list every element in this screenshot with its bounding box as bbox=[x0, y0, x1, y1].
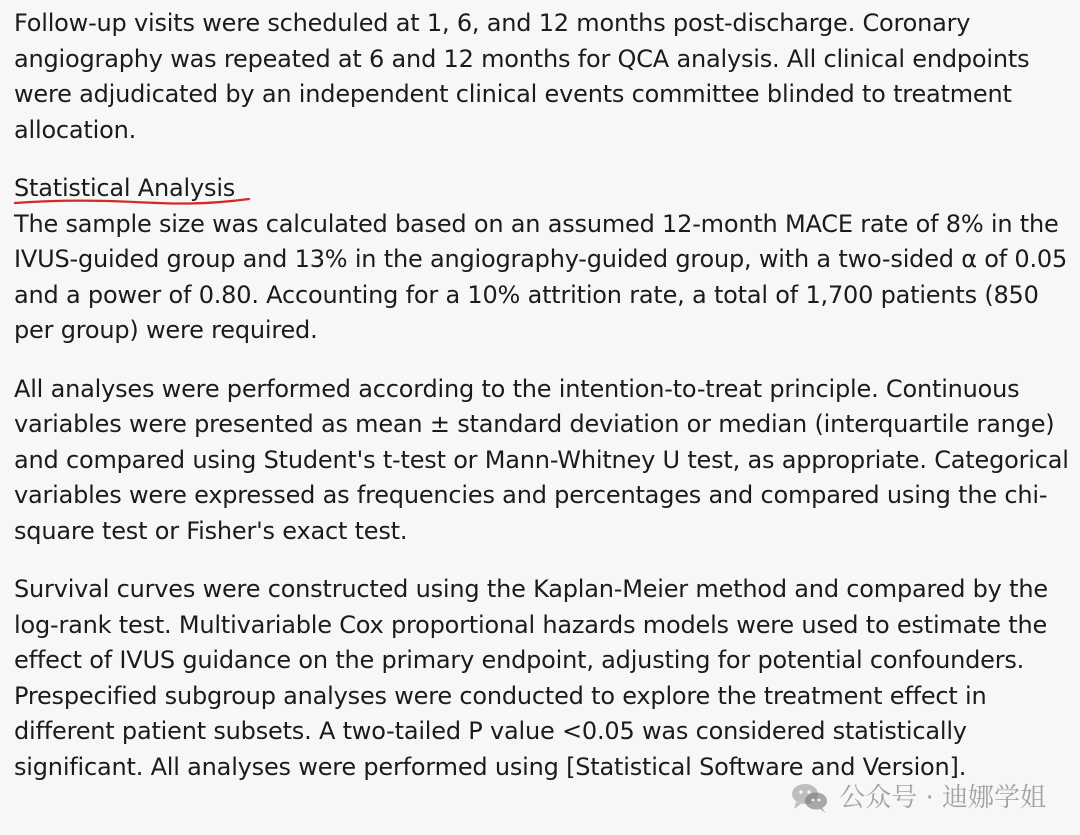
section-heading-statistical-analysis bbox=[14, 171, 235, 207]
paragraph-follow-up: Follow-up visits were scheduled at 1, 6, and 12 months post-discharge. Coronary angiography was repeated at 6 and 12 months for QCA analysis. All clinical endpoints were adjudicated by an independent clinical events committee blinded to treatment allocation. bbox=[14, 9, 1030, 144]
paragraph-analyses: All analyses were performed according to the intention-to-treat principle. Continuous variables were presented as mean ± standard deviation or median (interquartile range) and compared using Student's t-test or Mann-Whitney U test, as appropriate. Categorical variables were expressed as frequencies and percentages and compared using the chi-square test or Fisher's exact test. bbox=[14, 374, 1069, 545]
document-body bbox=[14, 6, 1076, 785]
paragraph-survival-analysis: Survival curves were constructed using the Kaplan-Meier method and compared by the log-rank test. Multivariable Cox proportional hazards models were used to estimate the effect of IVUS guidance on the primary endpoint, adjusting for potential confounders. Prespecified subgroup analyses were conducted to explore the treatment effect in different patient subsets. A two-tailed P value <0.05 was considered statistically significant. All analyses were performed using [Statistical Software and Version]. bbox=[14, 575, 1048, 781]
watermark-text: 公众号 · 迪娜学姐 bbox=[839, 783, 1046, 813]
paragraph-sample-size: The sample size was calculated based on an assumed 12-month MACE rate of 8% in the IVUS-guided group and 13% in the angiography-guided group, with a two-sided α of 0.05 and a power of 0.80. Accounting for a 10% attrition rate, a total of 1,700 patients (850 per group) were required. bbox=[14, 209, 1068, 344]
section-heading-text: Statistical Analysis bbox=[14, 174, 236, 202]
wechat-icon bbox=[789, 781, 831, 815]
watermark bbox=[789, 781, 1046, 815]
